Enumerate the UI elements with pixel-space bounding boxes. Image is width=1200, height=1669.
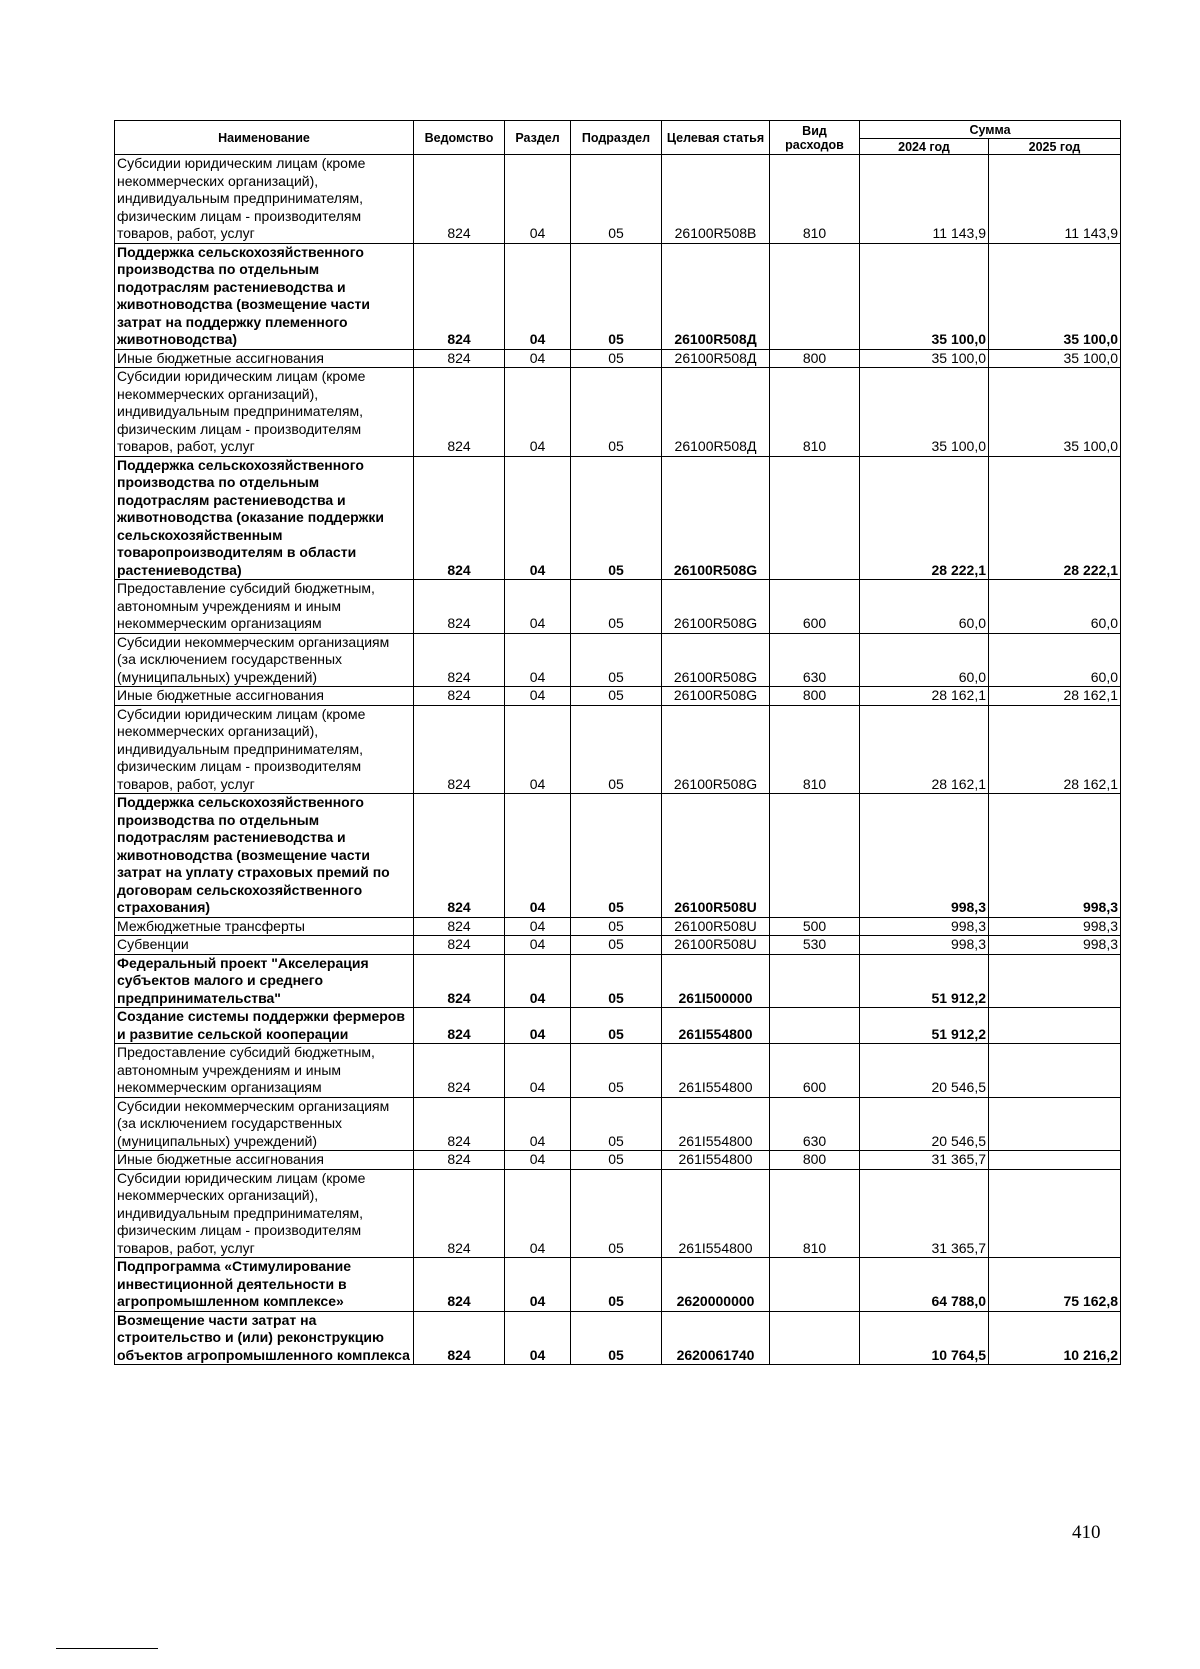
row-expense-type-cell xyxy=(770,794,860,918)
row-target-article-cell: 26100R508G xyxy=(662,580,770,634)
row-subsection-cell: 05 xyxy=(571,1008,662,1044)
row-section-cell: 04 xyxy=(505,687,571,706)
row-target-article-cell: 261I554800 xyxy=(662,1097,770,1151)
row-subsection-cell: 05 xyxy=(571,368,662,457)
table-row xyxy=(115,1169,1121,1258)
row-department-cell: 824 xyxy=(414,456,505,580)
row-department-cell: 824 xyxy=(414,936,505,955)
row-expense-type-cell: 600 xyxy=(770,580,860,634)
table-row xyxy=(115,456,1121,580)
row-name-cell: Субсидии юридическим лицам (кроме некоммерческих организаций), индивидуальным предпринимателям, физическим лицам - производителям товаров, работ, услуг xyxy=(115,368,414,457)
row-target-article-cell: 261I554800 xyxy=(662,1008,770,1044)
row-sum-2024-cell: 35 100,0 xyxy=(860,368,989,457)
row-subsection-cell: 05 xyxy=(571,155,662,244)
row-name-cell: Субсидии юридическим лицам (кроме некоммерческих организаций), индивидуальным предпринимателям, физическим лицам - производителям товаров, работ, услуг xyxy=(115,705,414,794)
row-target-article-cell: 26100R508G xyxy=(662,456,770,580)
row-name-cell: Создание системы поддержки фермеров и развитие сельской кооперации xyxy=(115,1008,414,1044)
row-subsection-cell: 05 xyxy=(571,1097,662,1151)
row-target-article-cell: 261I554800 xyxy=(662,1044,770,1098)
row-department-cell: 824 xyxy=(414,1044,505,1098)
row-section-cell: 04 xyxy=(505,1097,571,1151)
row-sum-2025-cell: 60,0 xyxy=(989,633,1121,687)
row-expense-type-cell: 800 xyxy=(770,687,860,706)
row-section-cell: 04 xyxy=(505,954,571,1008)
row-expense-type-cell: 600 xyxy=(770,1044,860,1098)
row-expense-type-cell xyxy=(770,243,860,349)
header-sum: Сумма xyxy=(860,121,1121,139)
table-row xyxy=(115,155,1121,244)
row-target-article-cell: 2620000000 xyxy=(662,1258,770,1312)
row-department-cell: 824 xyxy=(414,633,505,687)
row-name-cell: Иные бюджетные ассигнования xyxy=(115,349,414,368)
row-department-cell: 824 xyxy=(414,368,505,457)
row-subsection-cell: 05 xyxy=(571,633,662,687)
table-row xyxy=(115,1151,1121,1170)
row-sum-2024-cell: 998,3 xyxy=(860,936,989,955)
row-sum-2024-cell: 998,3 xyxy=(860,794,989,918)
table-row xyxy=(115,954,1121,1008)
row-name-cell: Предоставление субсидий бюджетным, автономным учреждениям и иным некоммерческим организациям xyxy=(115,580,414,634)
row-section-cell: 04 xyxy=(505,1311,571,1365)
row-name-cell: Субсидии юридическим лицам (кроме некоммерческих организаций), индивидуальным предпринимателям, физическим лицам - производителям товаров, работ, услуг xyxy=(115,1169,414,1258)
row-expense-type-cell: 630 xyxy=(770,1097,860,1151)
row-subsection-cell: 05 xyxy=(571,1311,662,1365)
row-name-cell: Поддержка сельскохозяйственного производства по отдельным подотраслям растениеводства и животноводства (возмещение части затрат на уплату страховых премий по договорам сельскохозяйственного страхования) xyxy=(115,794,414,918)
row-sum-2025-cell: 998,3 xyxy=(989,936,1121,955)
row-name-cell: Субсидии некоммерческим организациям (за исключением государственных (муниципальных) учреждений) xyxy=(115,1097,414,1151)
budget-table xyxy=(114,120,1121,1365)
header-year-2025: 2025 год xyxy=(989,139,1121,155)
row-sum-2024-cell: 998,3 xyxy=(860,917,989,936)
table-row xyxy=(115,794,1121,918)
row-sum-2025-cell xyxy=(989,954,1121,1008)
row-expense-type-cell: 810 xyxy=(770,368,860,457)
table-row xyxy=(115,633,1121,687)
row-name-cell: Иные бюджетные ассигнования xyxy=(115,1151,414,1170)
row-target-article-cell: 26100R508B xyxy=(662,155,770,244)
row-section-cell: 04 xyxy=(505,580,571,634)
row-expense-type-cell xyxy=(770,1311,860,1365)
row-sum-2024-cell: 20 546,5 xyxy=(860,1044,989,1098)
row-expense-type-cell: 530 xyxy=(770,936,860,955)
row-target-article-cell: 261I554800 xyxy=(662,1169,770,1258)
row-sum-2024-cell: 28 222,1 xyxy=(860,456,989,580)
row-sum-2024-cell: 60,0 xyxy=(860,633,989,687)
table-row xyxy=(115,243,1121,349)
row-sum-2024-cell: 11 143,9 xyxy=(860,155,989,244)
row-section-cell: 04 xyxy=(505,1151,571,1170)
table-row xyxy=(115,1258,1121,1312)
table-row xyxy=(115,1008,1121,1044)
row-sum-2024-cell: 35 100,0 xyxy=(860,349,989,368)
table-row xyxy=(115,1097,1121,1151)
row-sum-2025-cell: 28 222,1 xyxy=(989,456,1121,580)
row-sum-2025-cell xyxy=(989,1008,1121,1044)
row-sum-2024-cell: 10 764,5 xyxy=(860,1311,989,1365)
row-name-cell: Субсидии юридическим лицам (кроме некоммерческих организаций), индивидуальным предпринимателям, физическим лицам - производителям товаров, работ, услуг xyxy=(115,155,414,244)
table-row xyxy=(115,580,1121,634)
row-subsection-cell: 05 xyxy=(571,1044,662,1098)
row-department-cell: 824 xyxy=(414,954,505,1008)
row-section-cell: 04 xyxy=(505,155,571,244)
row-sum-2025-cell: 28 162,1 xyxy=(989,687,1121,706)
row-name-cell: Возмещение части затрат на строительство и (или) реконструкцию объектов агропромышленного комплекса xyxy=(115,1311,414,1365)
header-section: Раздел xyxy=(505,121,571,155)
row-department-cell: 824 xyxy=(414,687,505,706)
row-sum-2024-cell: 64 788,0 xyxy=(860,1258,989,1312)
row-department-cell: 824 xyxy=(414,1311,505,1365)
row-section-cell: 04 xyxy=(505,368,571,457)
table-row xyxy=(115,368,1121,457)
row-name-cell: Иные бюджетные ассигнования xyxy=(115,687,414,706)
row-expense-type-cell: 500 xyxy=(770,917,860,936)
row-sum-2025-cell: 11 143,9 xyxy=(989,155,1121,244)
header-subsection: Подраздел xyxy=(571,121,662,155)
row-expense-type-cell: 630 xyxy=(770,633,860,687)
row-expense-type-cell: 810 xyxy=(770,155,860,244)
row-section-cell: 04 xyxy=(505,1258,571,1312)
row-department-cell: 824 xyxy=(414,1169,505,1258)
row-target-article-cell: 26100R508G xyxy=(662,687,770,706)
header-year-2024: 2024 год xyxy=(860,139,989,155)
footer-rule xyxy=(56,1648,158,1649)
row-target-article-cell: 26100R508U xyxy=(662,936,770,955)
row-department-cell: 824 xyxy=(414,705,505,794)
row-section-cell: 04 xyxy=(505,456,571,580)
row-sum-2025-cell xyxy=(989,1044,1121,1098)
row-subsection-cell: 05 xyxy=(571,936,662,955)
row-subsection-cell: 05 xyxy=(571,705,662,794)
row-name-cell: Подпрограмма «Стимулирование инвестиционной деятельности в агропромышленном комплексе» xyxy=(115,1258,414,1312)
row-section-cell: 04 xyxy=(505,633,571,687)
row-expense-type-cell xyxy=(770,954,860,1008)
row-name-cell: Межбюджетные трансферты xyxy=(115,917,414,936)
row-sum-2024-cell: 31 365,7 xyxy=(860,1169,989,1258)
table-row xyxy=(115,936,1121,955)
row-subsection-cell: 05 xyxy=(571,1151,662,1170)
row-sum-2024-cell: 60,0 xyxy=(860,580,989,634)
header-department: Ведомство xyxy=(414,121,505,155)
row-department-cell: 824 xyxy=(414,243,505,349)
row-sum-2025-cell xyxy=(989,1169,1121,1258)
row-expense-type-cell: 810 xyxy=(770,705,860,794)
row-expense-type-cell: 800 xyxy=(770,349,860,368)
row-sum-2024-cell: 31 365,7 xyxy=(860,1151,989,1170)
row-sum-2025-cell: 998,3 xyxy=(989,917,1121,936)
row-section-cell: 04 xyxy=(505,1008,571,1044)
row-target-article-cell: 2620061740 xyxy=(662,1311,770,1365)
row-target-article-cell: 26100R508U xyxy=(662,794,770,918)
row-sum-2025-cell: 35 100,0 xyxy=(989,243,1121,349)
table-row xyxy=(115,349,1121,368)
row-section-cell: 04 xyxy=(505,349,571,368)
row-subsection-cell: 05 xyxy=(571,349,662,368)
row-department-cell: 824 xyxy=(414,155,505,244)
row-subsection-cell: 05 xyxy=(571,917,662,936)
row-sum-2024-cell: 51 912,2 xyxy=(860,954,989,1008)
row-department-cell: 824 xyxy=(414,917,505,936)
row-sum-2025-cell xyxy=(989,1151,1121,1170)
row-subsection-cell: 05 xyxy=(571,954,662,1008)
row-expense-type-cell: 800 xyxy=(770,1151,860,1170)
row-department-cell: 824 xyxy=(414,1008,505,1044)
row-sum-2024-cell: 20 546,5 xyxy=(860,1097,989,1151)
row-name-cell: Предоставление субсидий бюджетным, автономным учреждениям и иным некоммерческим организациям xyxy=(115,1044,414,1098)
row-sum-2025-cell: 35 100,0 xyxy=(989,349,1121,368)
row-section-cell: 04 xyxy=(505,243,571,349)
row-name-cell: Субсидии некоммерческим организациям (за исключением государственных (муниципальных) учреждений) xyxy=(115,633,414,687)
row-expense-type-cell xyxy=(770,456,860,580)
header-name: Наименование xyxy=(115,121,414,155)
row-target-article-cell: 26100R508U xyxy=(662,917,770,936)
row-sum-2024-cell: 28 162,1 xyxy=(860,705,989,794)
row-department-cell: 824 xyxy=(414,794,505,918)
row-name-cell: Федеральный проект "Акселерация субъектов малого и среднего предпринимательства" xyxy=(115,954,414,1008)
row-section-cell: 04 xyxy=(505,794,571,918)
row-department-cell: 824 xyxy=(414,349,505,368)
row-target-article-cell: 26100R508Д xyxy=(662,349,770,368)
row-target-article-cell: 26100R508Д xyxy=(662,368,770,457)
row-expense-type-cell: 810 xyxy=(770,1169,860,1258)
row-sum-2025-cell: 10 216,2 xyxy=(989,1311,1121,1365)
row-target-article-cell: 261I554800 xyxy=(662,1151,770,1170)
row-subsection-cell: 05 xyxy=(571,794,662,918)
row-section-cell: 04 xyxy=(505,1044,571,1098)
row-sum-2025-cell: 75 162,8 xyxy=(989,1258,1121,1312)
row-target-article-cell: 261I500000 xyxy=(662,954,770,1008)
row-target-article-cell: 26100R508G xyxy=(662,705,770,794)
table-row xyxy=(115,1311,1121,1365)
row-subsection-cell: 05 xyxy=(571,1169,662,1258)
page-number: 410 xyxy=(1072,1522,1101,1543)
row-sum-2025-cell: 60,0 xyxy=(989,580,1121,634)
row-sum-2025-cell xyxy=(989,1097,1121,1151)
row-name-cell: Субвенции xyxy=(115,936,414,955)
row-expense-type-cell xyxy=(770,1258,860,1312)
row-target-article-cell: 26100R508G xyxy=(662,633,770,687)
row-expense-type-cell xyxy=(770,1008,860,1044)
header-target-article: Целевая статья xyxy=(662,121,770,155)
table-row xyxy=(115,917,1121,936)
row-sum-2025-cell: 28 162,1 xyxy=(989,705,1121,794)
row-department-cell: 824 xyxy=(414,580,505,634)
table-header xyxy=(115,121,1121,155)
table-row xyxy=(115,687,1121,706)
row-name-cell: Поддержка сельскохозяйственного производства по отдельным подотраслям растениеводства и животноводства (оказание поддержки сельскохозяйственным товаропроизводителям в области растениеводства) xyxy=(115,456,414,580)
row-subsection-cell: 05 xyxy=(571,1258,662,1312)
row-section-cell: 04 xyxy=(505,917,571,936)
row-sum-2025-cell: 35 100,0 xyxy=(989,368,1121,457)
row-subsection-cell: 05 xyxy=(571,243,662,349)
row-subsection-cell: 05 xyxy=(571,580,662,634)
table-row xyxy=(115,705,1121,794)
row-section-cell: 04 xyxy=(505,1169,571,1258)
row-target-article-cell: 26100R508Д xyxy=(662,243,770,349)
row-subsection-cell: 05 xyxy=(571,456,662,580)
header-expense-type: Вид расходов xyxy=(770,121,860,155)
row-name-cell: Поддержка сельскохозяйственного производства по отдельным подотраслям растениеводства и животноводства (возмещение части затрат на поддержку племенного животноводства) xyxy=(115,243,414,349)
row-section-cell: 04 xyxy=(505,936,571,955)
row-section-cell: 04 xyxy=(505,705,571,794)
row-sum-2024-cell: 35 100,0 xyxy=(860,243,989,349)
row-department-cell: 824 xyxy=(414,1258,505,1312)
row-department-cell: 824 xyxy=(414,1151,505,1170)
row-sum-2025-cell: 998,3 xyxy=(989,794,1121,918)
row-sum-2024-cell: 51 912,2 xyxy=(860,1008,989,1044)
table-row xyxy=(115,1044,1121,1098)
table-body xyxy=(115,155,1121,1365)
row-department-cell: 824 xyxy=(414,1097,505,1151)
row-subsection-cell: 05 xyxy=(571,687,662,706)
row-sum-2024-cell: 28 162,1 xyxy=(860,687,989,706)
